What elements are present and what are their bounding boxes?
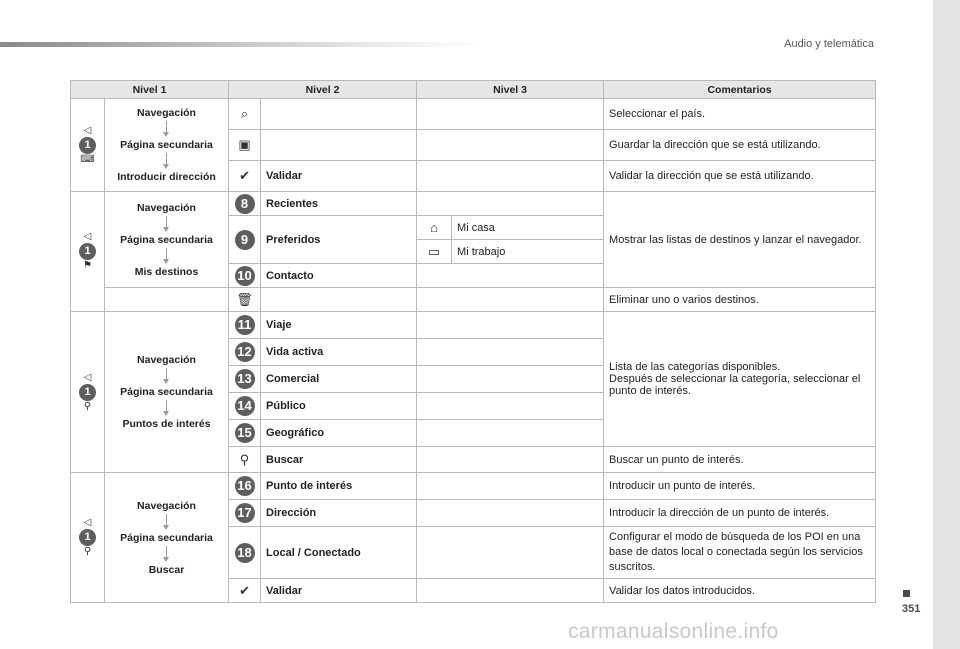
path-step: Puntos de interés bbox=[122, 418, 211, 430]
level2-label: Recientes bbox=[261, 192, 417, 216]
comment-line: Lista de las categorías disponibles. bbox=[609, 361, 781, 373]
down-arrow-icon bbox=[166, 546, 167, 558]
path-step: Navegación bbox=[137, 354, 196, 366]
step-badge: 18 bbox=[235, 543, 255, 563]
home-icon: ⌂ bbox=[430, 220, 438, 235]
table-row bbox=[71, 312, 876, 339]
level1-path bbox=[105, 312, 229, 473]
col-header: Nivel 3 bbox=[417, 81, 604, 99]
comment-cell: Guardar la dirección que se está utilizando. bbox=[604, 130, 876, 161]
path-step: Página secundaria bbox=[120, 139, 213, 151]
step-badge: 11 bbox=[235, 315, 255, 335]
poi-pin-icon: ⚲ bbox=[83, 400, 92, 412]
comment-cell: Validar los datos introducidos. bbox=[604, 579, 876, 603]
comment-cell: Validar la dirección que se está utilizando. bbox=[604, 161, 876, 192]
table-row bbox=[71, 473, 876, 500]
level1-icons bbox=[71, 473, 105, 603]
level3-label: Mi casa bbox=[452, 216, 604, 240]
step-badge: 1 bbox=[79, 243, 96, 260]
page-marker-icon bbox=[903, 590, 910, 597]
step-badge: 8 bbox=[235, 194, 255, 214]
level2-label: Preferidos bbox=[261, 216, 417, 264]
down-arrow-icon bbox=[166, 368, 167, 380]
col-header: Comentarios bbox=[604, 81, 876, 99]
navigation-arrow-icon: ◁ bbox=[83, 231, 92, 242]
level2-label: Validar bbox=[261, 579, 417, 603]
comment-cell: Introducir un punto de interés. bbox=[604, 473, 876, 500]
level2-label: Local / Conectado bbox=[261, 527, 417, 579]
comment-cell: Configurar el modo de búsqueda de los POI en una base de datos local o conectada según los servicios suscritos. bbox=[604, 527, 876, 579]
keyboard-icon: ⌨ bbox=[80, 153, 95, 165]
comment-cell: Buscar un punto de interés. bbox=[604, 447, 876, 473]
country-globe-icon: ⌕ bbox=[240, 106, 249, 121]
col-header: Nivel 1 bbox=[71, 81, 229, 99]
level2-label: Público bbox=[261, 393, 417, 420]
level1-icons bbox=[71, 192, 105, 312]
cell-icon bbox=[229, 99, 261, 130]
level2-label: Vida activa bbox=[261, 339, 417, 366]
search-icon: ⚲ bbox=[239, 451, 250, 467]
level2-label: Contacto bbox=[261, 264, 417, 288]
comment-cell: Mostrar las listas de destinos y lanzar el navegador. bbox=[604, 192, 876, 288]
level1-icons bbox=[71, 312, 105, 473]
step-badge: 15 bbox=[235, 423, 255, 443]
section-title: Audio y telemática bbox=[784, 38, 874, 50]
comment-line: Después de seleccionar la categoría, seleccionar el punto de interés. bbox=[609, 373, 861, 397]
down-arrow-icon bbox=[166, 514, 167, 526]
path-step: Página secundaria bbox=[120, 386, 213, 398]
level2-label: Dirección bbox=[261, 500, 417, 527]
level1-icons bbox=[71, 99, 105, 192]
briefcase-icon: ▭ bbox=[427, 243, 441, 259]
comment-cell: Introducir la dirección de un punto de interés. bbox=[604, 500, 876, 527]
path-step: Mis destinos bbox=[134, 265, 199, 278]
col-header: Nivel 2 bbox=[229, 81, 417, 99]
search-abc-icon: ⚲ bbox=[83, 546, 92, 557]
step-badge: 13 bbox=[235, 369, 255, 389]
path-step: Introducir dirección bbox=[117, 171, 216, 183]
flag-icon: ⚑ bbox=[83, 260, 92, 271]
path-step: Navegación bbox=[137, 499, 196, 512]
table-row bbox=[71, 288, 876, 312]
step-badge: 10 bbox=[235, 266, 255, 286]
level2-label: Buscar bbox=[261, 447, 417, 473]
path-step: Buscar bbox=[148, 563, 185, 576]
save-icon: ▣ bbox=[238, 137, 251, 152]
table-row bbox=[71, 99, 876, 130]
down-arrow-icon bbox=[166, 121, 167, 133]
checkmark-icon: ✔ bbox=[239, 582, 250, 598]
level2-label: Punto de interés bbox=[261, 473, 417, 500]
down-arrow-icon bbox=[166, 248, 167, 260]
path-step: Página secundaria bbox=[120, 531, 213, 544]
comment-cell: Eliminar uno o varios destinos. bbox=[604, 288, 876, 312]
step-badge: 9 bbox=[235, 230, 255, 250]
header-decor-bar bbox=[0, 42, 480, 47]
level3-label: Mi trabajo bbox=[452, 240, 604, 264]
level1-path bbox=[105, 99, 229, 192]
page-number: 351 bbox=[902, 603, 921, 615]
path-step: Navegación bbox=[137, 201, 196, 214]
down-arrow-icon bbox=[166, 153, 167, 165]
watermark: carmanualsonline.info bbox=[568, 620, 779, 643]
level2-label: Validar bbox=[261, 161, 417, 192]
step-badge: 1 bbox=[79, 137, 96, 154]
level2-label: Geográfico bbox=[261, 420, 417, 447]
trash-icon: 🗑 bbox=[236, 291, 253, 307]
table-row bbox=[71, 192, 876, 216]
comment-cell bbox=[604, 312, 876, 447]
step-badge: 1 bbox=[79, 384, 96, 401]
step-badge: 12 bbox=[235, 342, 255, 362]
level1-path bbox=[105, 473, 229, 603]
side-margin-bar bbox=[933, 0, 960, 649]
table-header-row bbox=[71, 81, 876, 99]
navigation-arrow-icon: ◁ bbox=[83, 371, 92, 383]
level2-label: Comercial bbox=[261, 366, 417, 393]
step-badge: 14 bbox=[235, 396, 255, 416]
navigation-arrow-icon: ◁ bbox=[83, 124, 92, 136]
down-arrow-icon bbox=[166, 400, 167, 412]
navigation-arrow-icon: ◁ bbox=[83, 517, 92, 528]
step-badge: 17 bbox=[235, 503, 255, 523]
menu-table bbox=[70, 80, 876, 603]
checkmark-icon: ✔ bbox=[239, 168, 250, 183]
path-step: Página secundaria bbox=[120, 233, 213, 246]
step-badge: 1 bbox=[79, 529, 96, 546]
down-arrow-icon bbox=[166, 216, 167, 228]
step-badge: 16 bbox=[235, 476, 255, 496]
comment-cell: Seleccionar el país. bbox=[604, 99, 876, 130]
level1-path bbox=[105, 192, 229, 288]
path-step: Navegación bbox=[137, 107, 196, 119]
level2-label: Viaje bbox=[261, 312, 417, 339]
